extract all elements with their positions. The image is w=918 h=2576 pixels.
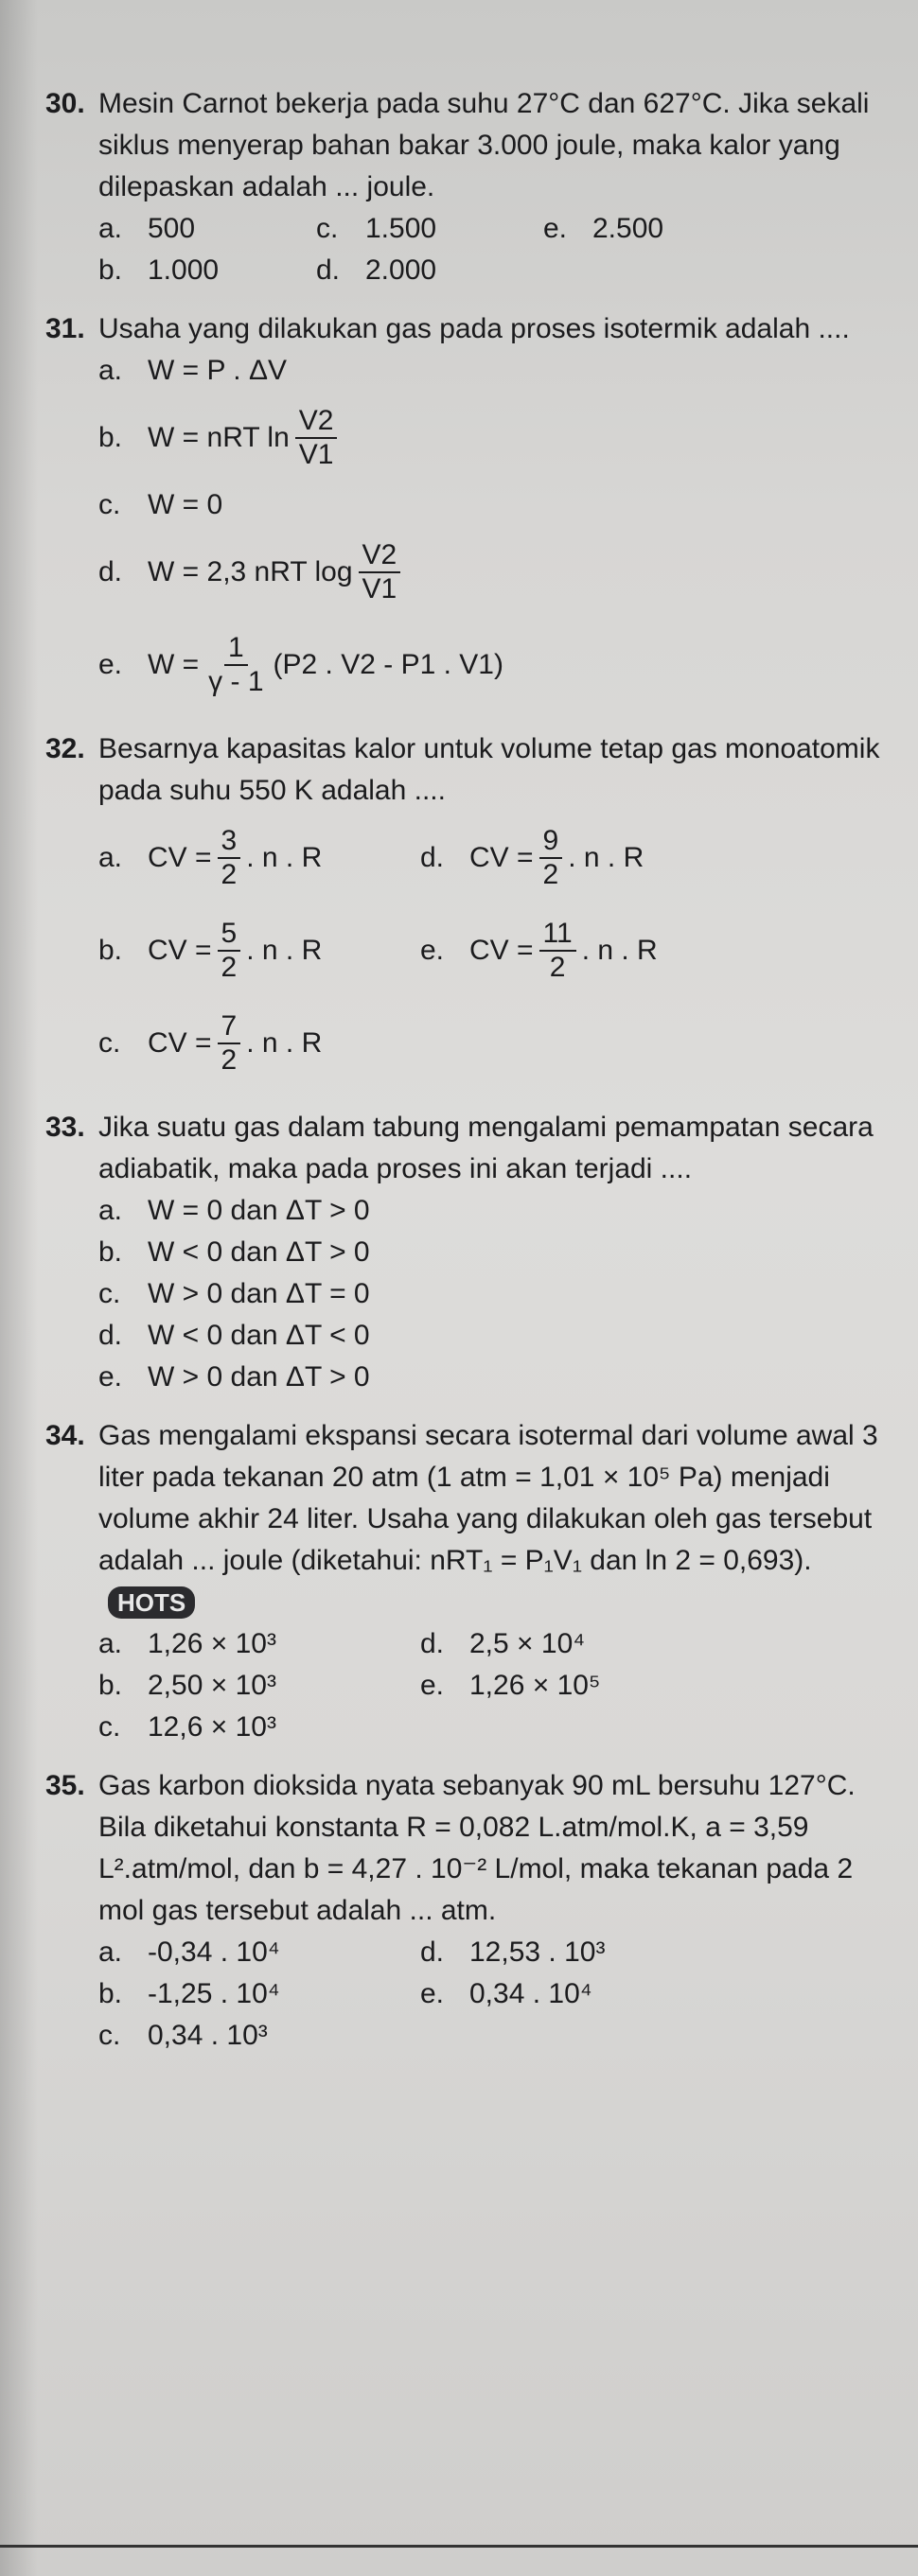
option-a[interactable]: a. CV = $\frac{3}{2}$ . n . R [98, 825, 323, 890]
option-b[interactable]: b. 2,50 × 10³ [98, 1670, 276, 1701]
options [98, 812, 897, 1090]
fraction: $\frac{1}{\gamma - 1}$ [208, 632, 264, 697]
option-c[interactable]: c. W = 0 [98, 489, 223, 520]
option-a[interactable]: a. 1,26 × 10³ [98, 1628, 276, 1659]
option-c[interactable]: c. 1.500 [316, 213, 437, 244]
option-d[interactable]: d. CV = $\frac{9}{2}$ . n . R [420, 825, 644, 890]
page-shadow [0, 0, 38, 2576]
option-b[interactable]: b. W < 0 dan ΔT > 0 [98, 1236, 370, 1268]
option-e[interactable]: e. 2.500 [543, 213, 664, 244]
option-b[interactable]: b. W = nRT ln $\frac{V2}{V1}$ [98, 405, 343, 471]
question-number: 30. [45, 88, 85, 119]
fraction: $\frac{V2}{V1}$ [359, 539, 401, 605]
option-d[interactable]: d. W < 0 dan ΔT < 0 [98, 1320, 370, 1351]
options [98, 1932, 897, 2057]
question-number: 34. [45, 1420, 85, 1451]
question-33 [45, 1107, 897, 1398]
question-list [45, 83, 897, 2074]
fraction: $\frac{7}{2}$ [218, 1010, 241, 1077]
options [98, 1190, 897, 1398]
question-text: Usaha yang dilakukan gas pada proses isotermik adalah .... [98, 313, 850, 344]
options [98, 208, 897, 291]
option-a[interactable]: a. 500 [98, 213, 196, 244]
option-b[interactable]: b. CV = $\frac{5}{2}$ . n . R [98, 918, 323, 983]
question-text: Jika suatu gas dalam tabung mengalami pemampatan secara adiabatik, maka pada proses ini akan terjadi .... [98, 1112, 874, 1184]
option-d[interactable]: d. 12,53 . 10³ [420, 1936, 606, 1968]
question-34 [45, 1415, 897, 1748]
question-text: Gas karbon dioksida nyata sebanyak 90 mL bersuhu 127°C. Bila diketahui konstanta R = 0,082 L.atm/mol.K, a = 3,59 L².atm/mol, dan b = 4,27 . 10⁻² L/mol, maka tekanan pada 2 mol gas tersebut adalah ... atm. [98, 1770, 856, 1926]
question-text: Mesin Carnot bekerja pada suhu 27°C dan 627°C. Jika sekali siklus menyerap bahan bakar 3.000 joule, maka kalor yang dilepaskan adalah ... joule. [98, 88, 870, 202]
option-d[interactable]: d. 2,5 × 10⁴ [420, 1628, 586, 1659]
question-32 [45, 728, 897, 1090]
fraction: $\frac{3}{2}$ [218, 825, 241, 891]
fraction: $\frac{11}{2}$ [539, 918, 576, 984]
option-b[interactable]: b. -1,25 . 10⁴ [98, 1978, 280, 2009]
hots-badge: HOTS [108, 1586, 195, 1619]
option-a[interactable]: a. W = P . ΔV [98, 355, 288, 386]
question-31 [45, 308, 897, 711]
option-c[interactable]: c. W > 0 dan ΔT = 0 [98, 1278, 370, 1309]
question-text: Gas mengalami ekspansi secara isotermal dari volume awal 3 liter pada tekanan 20 atm (1 atm = 1,01 × 10⁵ Pa) menjadi volume akhir 24 liter. Usaha yang dilakukan oleh gas tersebut adalah ... joule (diketahui: nRT₁ = P₁V₁ dan ln 2 = 0,693). [98, 1420, 878, 1576]
options [98, 1623, 897, 1748]
option-e[interactable]: e. 0,34 . 10⁴ [420, 1978, 592, 2009]
question-30 [45, 83, 897, 291]
question-35 [45, 1765, 897, 2057]
question-number: 35. [45, 1770, 85, 1801]
option-d[interactable]: d. 2.000 [316, 254, 437, 286]
option-e[interactable]: e. W = $\frac{1}{\gamma - 1}$ (P2 . V2 - P1 . V1) [98, 632, 503, 697]
option-e[interactable]: e. W > 0 dan ΔT > 0 [98, 1361, 370, 1393]
option-a[interactable]: a. W = 0 dan ΔT > 0 [98, 1195, 370, 1226]
fraction: $\frac{5}{2}$ [218, 918, 241, 984]
option-e[interactable]: e. CV = $\frac{11}{2}$ . n . R [420, 918, 658, 983]
option-c[interactable]: c. 0,34 . 10³ [98, 2020, 268, 2051]
fraction: $\frac{V2}{V1}$ [295, 405, 338, 471]
option-b[interactable]: b. 1.000 [98, 254, 220, 286]
option-c[interactable]: c. CV = $\frac{7}{2}$ . n . R [98, 1010, 323, 1076]
question-number: 33. [45, 1112, 85, 1143]
option-e[interactable]: e. 1,26 × 10⁵ [420, 1670, 601, 1701]
question-number: 32. [45, 733, 85, 764]
option-a[interactable]: a. -0,34 . 10⁴ [98, 1936, 280, 1968]
question-text: Besarnya kapasitas kalor untuk volume tetap gas monoatomik pada suhu 550 K adalah .... [98, 733, 880, 806]
bottom-rule [0, 2545, 918, 2548]
question-number: 31. [45, 313, 85, 344]
option-d[interactable]: d. W = 2,3 nRT log $\frac{V2}{V1}$ [98, 539, 406, 605]
fraction: $\frac{9}{2}$ [539, 825, 563, 891]
option-c[interactable]: c. 12,6 × 10³ [98, 1711, 276, 1743]
options [98, 350, 897, 711]
